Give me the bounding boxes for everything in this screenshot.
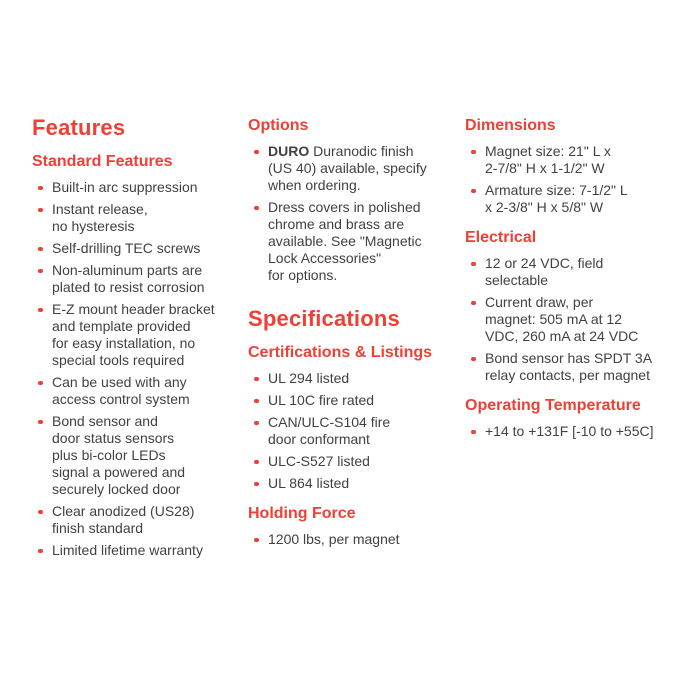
list-item: CAN/ULC-S104 fire door conformant — [248, 414, 453, 448]
certifications-listings-heading: Certifications & Listings — [248, 344, 433, 361]
list-item: Armature size: 7-1/2" L x 2-3/8" H x 5/8" W — [465, 182, 690, 216]
list-item: +14 to +131F [-10 to +55C] — [465, 423, 690, 440]
operating-temperature-list — [465, 423, 690, 440]
option-rest-text: Duranodic finish (US 40) available, specify when ordering. — [268, 143, 427, 193]
electrical-heading: Electrical — [465, 229, 537, 246]
standard-features-list — [32, 179, 240, 559]
options-specifications-column — [248, 116, 453, 553]
certifications-list — [248, 370, 453, 492]
list-item: Can be used with any access control system — [32, 374, 240, 408]
list-item: UL 10C fire rated — [248, 392, 453, 409]
list-item: Self-drilling TEC screws — [32, 240, 240, 257]
electrical-list — [465, 255, 690, 384]
list-item: E-Z mount header bracket and template provided for easy installation, no special tools required — [32, 301, 240, 369]
list-item: Dress covers in polished chrome and brass are available. See "Magnetic Lock Accessories" for options. — [248, 199, 453, 284]
list-item: UL 294 listed — [248, 370, 453, 387]
operating-temperature-heading: Operating Temperature — [465, 397, 641, 414]
list-item: Non-aluminum parts are plated to resist corrosion — [32, 262, 240, 296]
list-item: Built-in arc suppression — [32, 179, 240, 196]
dimensions-list — [465, 143, 690, 216]
list-item — [248, 143, 453, 194]
holding-force-heading: Holding Force — [248, 505, 356, 522]
options-list — [248, 143, 453, 284]
list-item: Bond sensor and door status sensors plus bi-color LEDs signal a powered and securely locked door — [32, 413, 240, 498]
features-heading: Features — [32, 115, 126, 140]
list-item: ULC-S527 listed — [248, 453, 453, 470]
list-item: Clear anodized (US28) finish standard — [32, 503, 240, 537]
options-heading: Options — [248, 117, 309, 134]
list-item: Current draw, per magnet: 505 mA at 12 VDC, 260 mA at 24 VDC — [465, 294, 690, 345]
list-item: UL 864 listed — [248, 475, 453, 492]
list-item: Bond sensor has SPDT 3A relay contacts, per magnet — [465, 350, 690, 384]
specifications-heading: Specifications — [248, 306, 400, 331]
dimensions-heading: Dimensions — [465, 117, 556, 134]
features-column — [32, 116, 240, 564]
option-lead-bold: DURO — [268, 143, 310, 159]
list-item: Instant release, no hysteresis — [32, 201, 240, 235]
standard-features-heading: Standard Features — [32, 153, 173, 170]
list-item: 12 or 24 VDC, field selectable — [465, 255, 690, 289]
holding-force-list — [248, 531, 453, 548]
list-item: 1200 lbs, per magnet — [248, 531, 453, 548]
list-item: Limited lifetime warranty — [32, 542, 240, 559]
dimensions-electrical-column — [465, 116, 690, 445]
list-item: Magnet size: 21" L x 2-7/8" H x 1-1/2" W — [465, 143, 690, 177]
